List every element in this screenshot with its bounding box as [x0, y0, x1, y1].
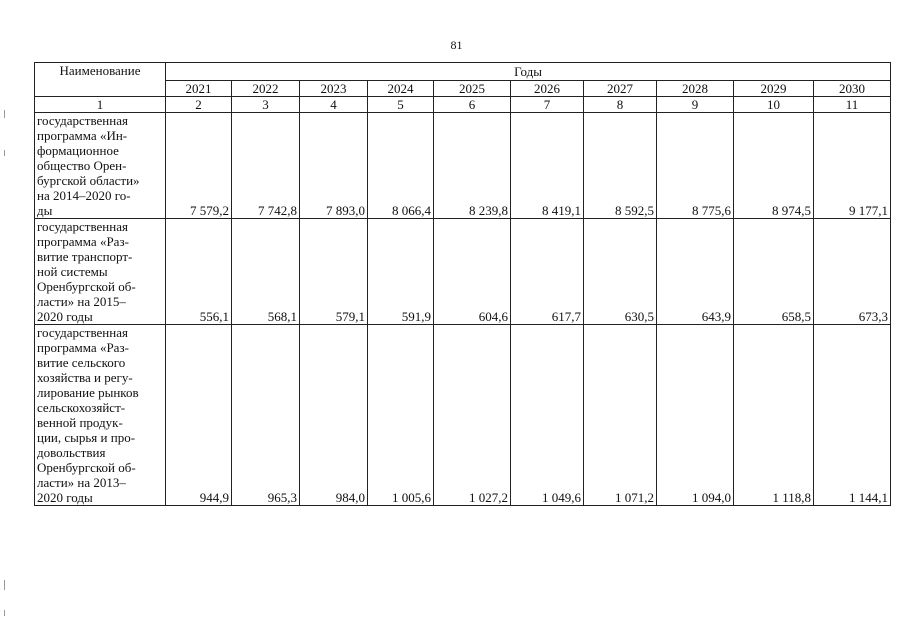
year-header: 2030: [814, 81, 891, 97]
column-number: 7: [511, 97, 584, 113]
program-name-line: сельскохозяйст-: [37, 400, 126, 415]
value-cell: 8 974,5: [734, 113, 814, 219]
year-header: 2021: [166, 81, 232, 97]
value-cell: 944,9: [166, 325, 232, 506]
value-cell: 1 071,2: [584, 325, 657, 506]
value-cell: 965,3: [232, 325, 300, 506]
column-number: 11: [814, 97, 891, 113]
program-name-line: ласти» на 2013–: [37, 475, 126, 490]
column-header-years: Годы: [166, 63, 891, 81]
program-name-line: лирование рынков: [37, 385, 139, 400]
value-cell: 7 579,2: [166, 113, 232, 219]
column-number-row: [35, 97, 891, 113]
program-name-line: ласти» на 2015–: [37, 294, 126, 309]
value-cell: 630,5: [584, 219, 657, 325]
program-name-line: общество Орен-: [37, 158, 127, 173]
program-name-cell: [35, 325, 166, 506]
page-number: 81: [450, 38, 463, 52]
program-name-line: 2020 годы: [37, 490, 93, 505]
value-cell: 8 592,5: [584, 113, 657, 219]
year-header: 2024: [368, 81, 434, 97]
program-name-line: витие сельского: [37, 355, 126, 370]
column-header-name: Наименование: [35, 63, 166, 97]
year-header: 2028: [657, 81, 734, 97]
value-cell: 579,1: [300, 219, 368, 325]
program-name-line: Оренбургской об-: [37, 460, 136, 475]
table-row: [35, 325, 891, 506]
column-number: 5: [368, 97, 434, 113]
program-name-line: государственная: [37, 219, 128, 234]
program-name-line: программа «Раз-: [37, 340, 129, 355]
value-cell: 591,9: [368, 219, 434, 325]
column-number: 9: [657, 97, 734, 113]
column-number: 10: [734, 97, 814, 113]
value-cell: 556,1: [166, 219, 232, 325]
year-header: 2027: [584, 81, 657, 97]
program-name-line: формационное: [37, 143, 119, 158]
value-cell: 8 066,4: [368, 113, 434, 219]
value-cell: 984,0: [300, 325, 368, 506]
value-cell: 8 775,6: [657, 113, 734, 219]
value-cell: 8 419,1: [511, 113, 584, 219]
program-name-line: хозяйства и регу-: [37, 370, 133, 385]
value-cell: 1 118,8: [734, 325, 814, 506]
program-name-line: бургской области»: [37, 173, 140, 188]
program-name-cell: [35, 113, 166, 219]
value-cell: 1 049,6: [511, 325, 584, 506]
table-row: [35, 219, 891, 325]
program-name-line: ной системы: [37, 264, 108, 279]
value-cell: 7 742,8: [232, 113, 300, 219]
program-name-line: ции, сырья и про-: [37, 430, 136, 445]
year-header: 2029: [734, 81, 814, 97]
value-cell: 1 027,2: [434, 325, 511, 506]
program-name-line: витие транспорт-: [37, 249, 133, 264]
program-name-line: Оренбургской об-: [37, 279, 136, 294]
value-cell: 1 005,6: [368, 325, 434, 506]
year-header: 2026: [511, 81, 584, 97]
column-number: 4: [300, 97, 368, 113]
header-row: [35, 63, 891, 81]
program-name-line: венной продук-: [37, 415, 123, 430]
program-name-line: программа «Ин-: [37, 128, 128, 143]
column-number: 6: [434, 97, 511, 113]
scan-margin-mark: [4, 580, 5, 590]
value-cell: 604,6: [434, 219, 511, 325]
program-name-line: государственная: [37, 325, 128, 340]
value-cell: 568,1: [232, 219, 300, 325]
column-number: 1: [35, 97, 166, 113]
value-cell: 8 239,8: [434, 113, 511, 219]
value-cell: 658,5: [734, 219, 814, 325]
program-name-line: на 2014–2020 го-: [37, 188, 131, 203]
value-cell: 617,7: [511, 219, 584, 325]
program-name-cell: [35, 219, 166, 325]
program-name-line: ды: [37, 203, 53, 218]
value-cell: 643,9: [657, 219, 734, 325]
year-header: 2025: [434, 81, 511, 97]
column-number: 8: [584, 97, 657, 113]
year-header: 2023: [300, 81, 368, 97]
scan-margin-mark: [4, 150, 5, 156]
value-cell: 7 893,0: [300, 113, 368, 219]
scan-margin-mark: [4, 110, 5, 118]
scan-margin-mark: [4, 610, 5, 616]
value-cell: 1 094,0: [657, 325, 734, 506]
table-row: [35, 113, 891, 219]
value-cell: 9 177,1: [814, 113, 891, 219]
column-number: 2: [166, 97, 232, 113]
program-name-line: государственная: [37, 113, 128, 128]
value-cell: 1 144,1: [814, 325, 891, 506]
year-header: 2022: [232, 81, 300, 97]
program-name-line: программа «Раз-: [37, 234, 129, 249]
program-name-line: довольствия: [37, 445, 106, 460]
budget-table: [34, 62, 891, 506]
value-cell: 673,3: [814, 219, 891, 325]
column-number: 3: [232, 97, 300, 113]
program-name-line: 2020 годы: [37, 309, 93, 324]
